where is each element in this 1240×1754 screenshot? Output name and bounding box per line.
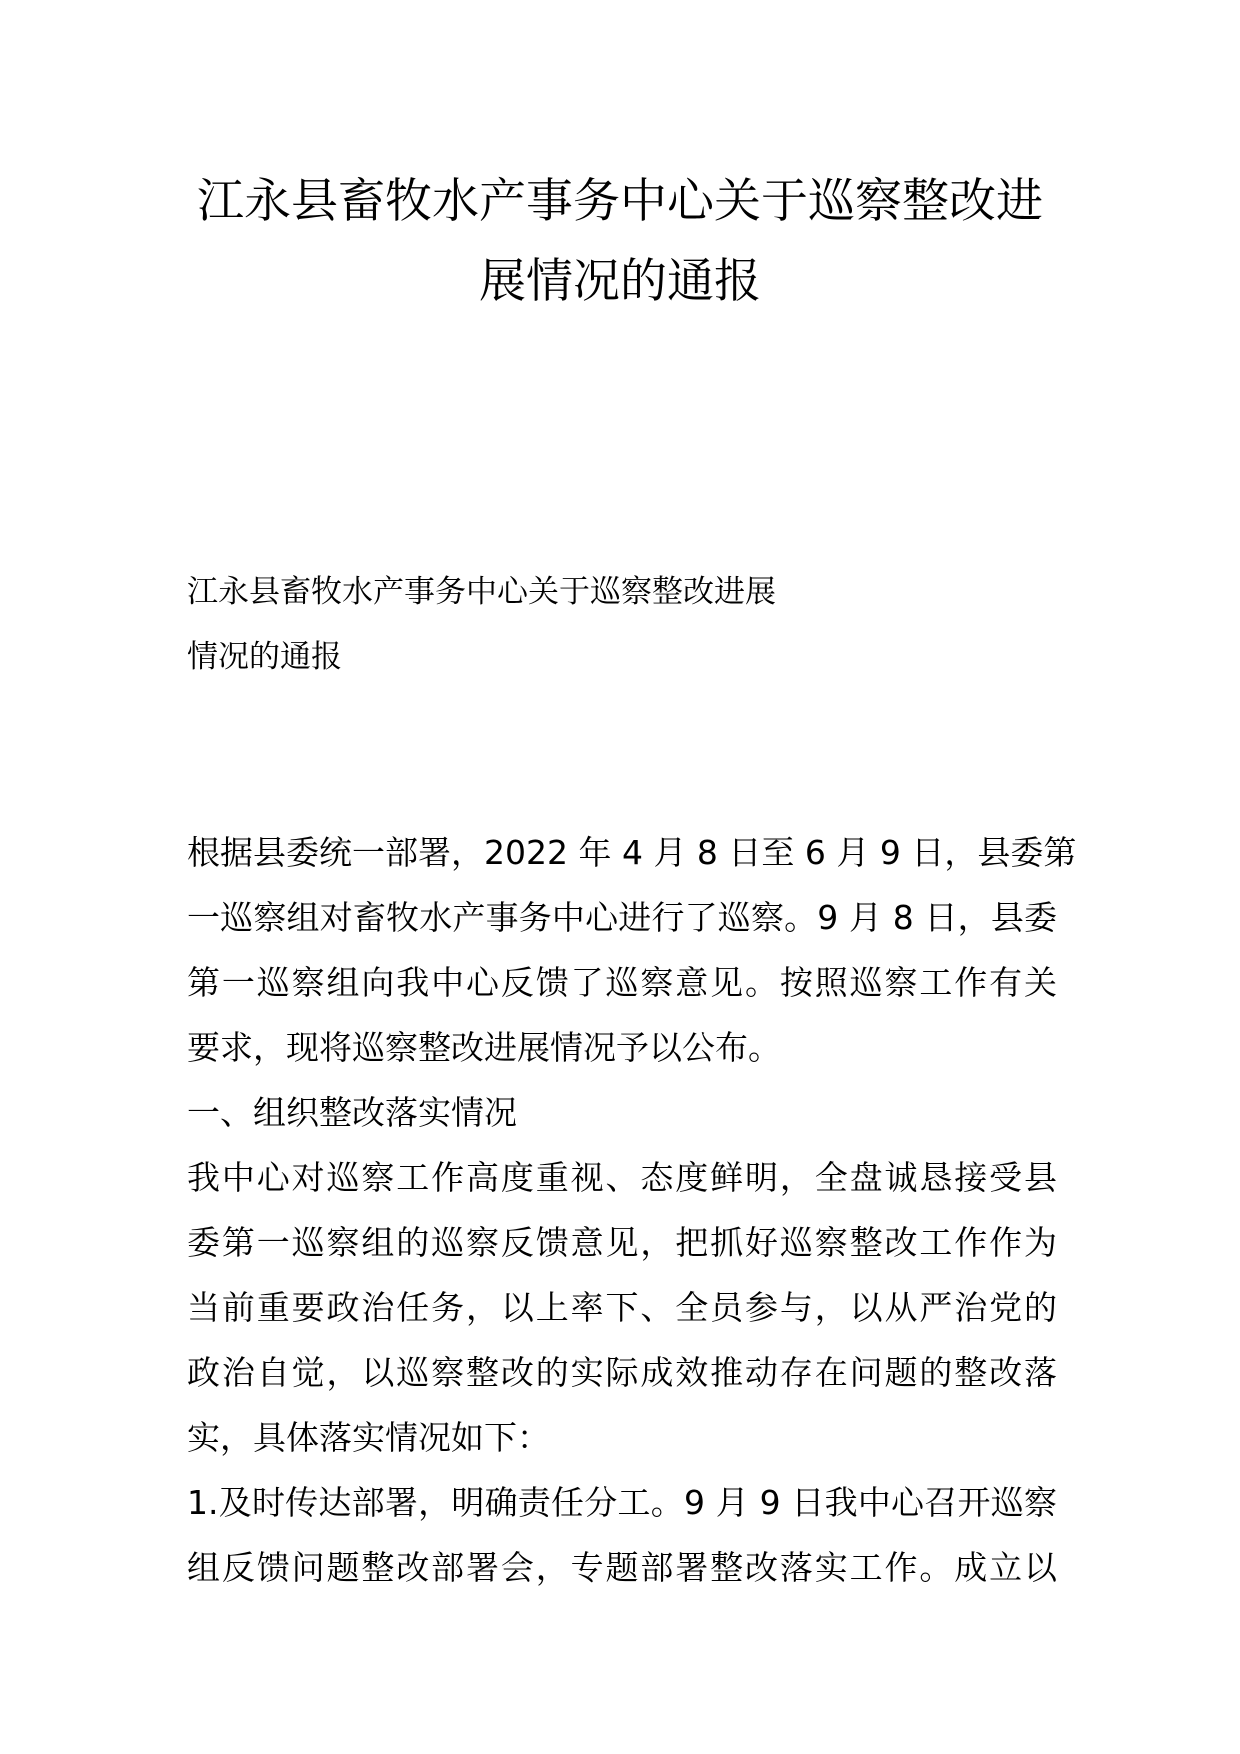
- paragraph-line: 要求，现将巡察整改进展情况予以公布。: [187, 1028, 781, 1067]
- document-body: [187, 820, 1077, 1600]
- document-title: [150, 162, 1090, 322]
- paragraph-line: 根据县委统一部署，2022 年 4 月 8 日至 6 月 9 日，县委第: [187, 833, 1077, 872]
- paragraph-line: 政治自觉，以巡察整改的实际成效推动存在问题的整改落: [187, 1353, 1057, 1392]
- section-heading: 一、组织整改落实情况: [187, 1093, 517, 1132]
- paragraph-line: 委第一巡察组的巡察反馈意见，把抓好巡察整改工作作为: [187, 1223, 1057, 1262]
- paragraph-line: 1.及时传达部署，明确责任分工。9 月 9 日我中心召开巡察: [187, 1483, 1057, 1522]
- paragraph-line: 第一巡察组向我中心反馈了巡察意见。按照巡察工作有关: [187, 963, 1057, 1002]
- paragraph-line: 一巡察组对畜牧水产事务中心进行了巡察。9 月 8 日，县委: [187, 898, 1057, 937]
- title-line: 展情况的通报: [479, 254, 761, 309]
- paragraph-line: 当前重要政治任务，以上率下、全员参与，以从严治党的: [187, 1288, 1057, 1327]
- paragraph-line: 组反馈问题整改部署会，专题部署整改落实工作。成立以: [187, 1548, 1057, 1587]
- paragraph-line: 实，具体落实情况如下：: [187, 1418, 550, 1457]
- title-line: 江永县畜牧水产事务中心关于巡察整改进: [197, 174, 1043, 229]
- subtitle-line: 江永县畜牧水产事务中心关于巡察整改进展: [187, 574, 776, 610]
- subtitle-line: 情况的通报: [187, 639, 342, 675]
- paragraph-line: 我中心对巡察工作高度重视、态度鲜明，全盘诚恳接受县: [187, 1158, 1057, 1197]
- document-subtitle: [187, 560, 1087, 690]
